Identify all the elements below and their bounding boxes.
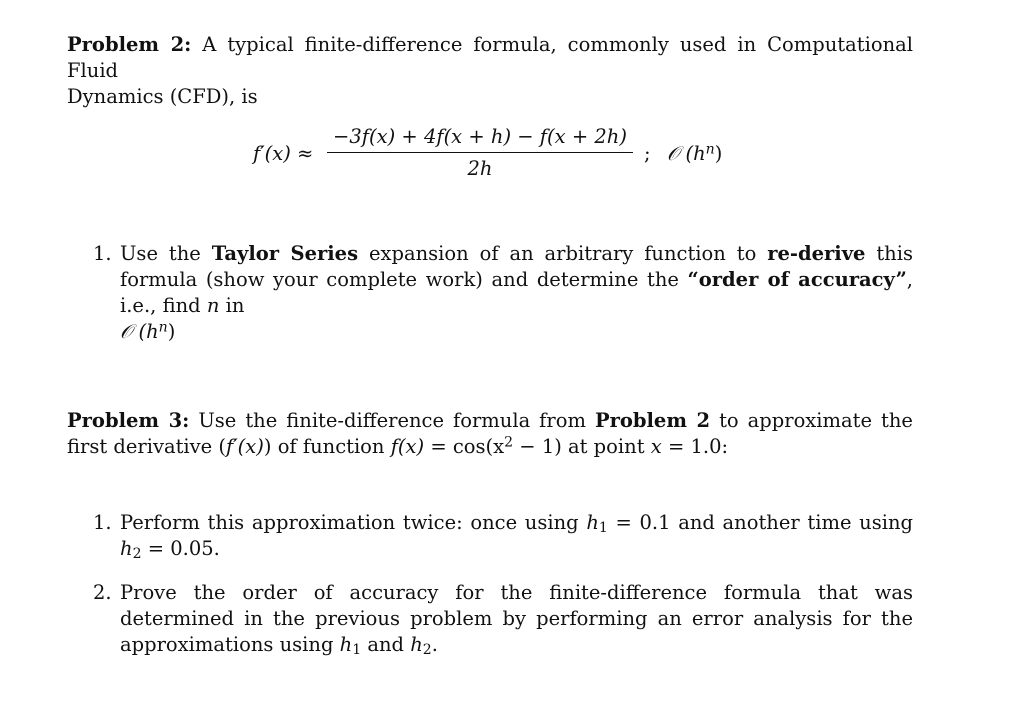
list-number: 1. — [93, 242, 112, 265]
item-text: , i.e., find — [120, 268, 913, 317]
math-subscript: 1 — [598, 520, 608, 537]
math-n: n — [206, 294, 220, 317]
item-text: and — [361, 633, 411, 656]
math-fprime: f′(x) — [226, 435, 264, 458]
problem3-text: ) of function — [263, 435, 391, 458]
problem3-intro — [67, 408, 913, 460]
h1-value: = 0.1 — [607, 511, 671, 534]
order-symbol: 𝒪 (h — [120, 320, 159, 343]
re-derive-term: re-derive — [767, 242, 866, 265]
item-text: Use the — [120, 242, 212, 265]
equation-order — [667, 142, 722, 165]
math-h: h — [586, 511, 599, 534]
list-item-body — [120, 510, 913, 562]
math-h: h — [339, 633, 353, 656]
problem3-text: at point — [561, 435, 651, 458]
equation-numerator: −3f(x) + 4f(x + h) − f(x + 2h) — [333, 125, 627, 148]
item-text: in — [219, 294, 245, 317]
equation-fraction — [327, 123, 633, 182]
item-text: . — [431, 633, 438, 656]
item-text: Perform this approximation twice: once using — [120, 511, 587, 534]
list-number: 2. — [93, 581, 112, 604]
h2-value: = 0.05. — [141, 537, 220, 560]
taylor-series-term: Taylor Series — [211, 242, 359, 265]
math-h: h — [120, 537, 133, 560]
order-exponent: n — [705, 141, 715, 158]
math-cos-close: − 1) — [513, 435, 562, 458]
problem2-intro — [67, 32, 913, 110]
problem2-item-1 — [93, 241, 913, 345]
order-exponent: n — [158, 319, 168, 336]
order-close: ) — [714, 142, 723, 165]
item-text: and another time using — [670, 511, 914, 534]
math-subscript: 2 — [422, 642, 432, 659]
problem3-item-1 — [93, 510, 913, 562]
problem3-item-2 — [93, 580, 913, 658]
math-subscript: 2 — [132, 546, 142, 563]
math-cos: cos(x — [452, 435, 505, 458]
math-function: f(x) = — [390, 435, 453, 458]
problem3-text: Use the finite-difference formula from — [189, 409, 595, 432]
order-close: ) — [167, 320, 176, 343]
problem2-intro-line1: A typical finite-difference formula, commonly used in Computational Fluid — [67, 33, 913, 82]
item-text: this formula (show your complete work) and determine the — [120, 242, 913, 291]
order-symbol: 𝒪 (h — [667, 142, 706, 165]
problem3-heading: Problem 3: — [67, 409, 190, 432]
equation-separator: ; — [644, 142, 651, 165]
list-item-body — [120, 580, 913, 658]
equation-lhs: f′(x) ≈ — [253, 142, 314, 165]
math-subscript: 1 — [352, 642, 362, 659]
math-h: h — [410, 633, 423, 656]
math-point-value: = 1.0: — [661, 435, 729, 458]
item-text: Prove the order of accuracy for the finite-difference formula that was determined in the previous problem by performing an error analysis for the approximations using — [120, 581, 913, 656]
equation-denominator: 2h — [467, 157, 493, 180]
list-number: 1. — [93, 511, 112, 534]
fraction-bar — [327, 152, 633, 153]
math-exponent: 2 — [504, 434, 514, 451]
item-text: expansion of an arbitrary function to — [358, 242, 768, 265]
finite-difference-equation — [0, 123, 1024, 183]
problem2-reference: Problem 2 — [594, 409, 711, 432]
math-x: x — [650, 435, 662, 458]
problem2-intro-line2: Dynamics (CFD), is — [67, 85, 258, 108]
problem2-heading: Problem 2: — [67, 33, 192, 56]
order-of-accuracy-term: “order of accuracy” — [687, 268, 907, 291]
problem3-text: to approximate the first derivative ( — [67, 409, 913, 458]
list-item-body — [120, 241, 913, 345]
